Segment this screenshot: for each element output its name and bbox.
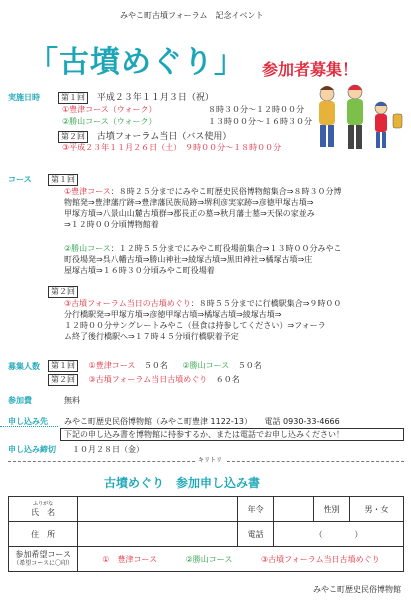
capacity-badge-1: 第１回 (48, 360, 78, 372)
deadline-value: １０月２８日（金） (72, 445, 144, 454)
session2-desc: 古墳フォーラム当日（バス使用） (96, 132, 232, 142)
address-field[interactable] (78, 522, 238, 547)
c2-text2: 町役場発⇒呉八幡古墳⇒勝山神社⇒綾塚古墳⇒黒田神社⇒橘塚古墳⇒庄 (64, 255, 313, 264)
c3-text1: ：８時５５分までに行橋駅集合⇒９時００ (190, 299, 342, 308)
capacity-c3-count: ６０名 (215, 375, 240, 384)
capacity-badge-2: 第２回 (48, 374, 78, 386)
c3-title: ③古墳フォーラム当日の古墳めぐり (64, 299, 191, 308)
address-label: 住 所 (9, 522, 78, 547)
option-tsuyu[interactable]: ① 豊津コース (102, 554, 158, 564)
course2-name: ②勝山コース（ウォーク） (62, 117, 157, 126)
age-field[interactable] (274, 497, 314, 522)
course1-time: ８時３０分～１２時００分 (208, 105, 304, 114)
apply-label: 申し込み先 (8, 417, 48, 426)
c3-text3: １２時００分サングレートみやこ（昼食は持参してください）⇒フォーラ (64, 321, 326, 330)
option-forum[interactable]: ③古墳フォーラム当日古墳めぐり (260, 554, 380, 564)
course-pref-hint: （希望コースに〇印） (13, 560, 73, 567)
course-badge-1: 第１回 (48, 174, 78, 186)
course-pref-label: 参加希望コース (15, 550, 71, 559)
gender-label: 性別 (314, 497, 350, 522)
c2-title: ②勝山コース (64, 244, 111, 253)
age-label: 年令 (238, 497, 274, 522)
phone-label: 電話 (238, 522, 274, 547)
fee-value: 無料 (64, 396, 80, 405)
session1-badge: 第１回 (58, 92, 88, 104)
form-title: 古墳めぐり 参加申し込み書 (104, 476, 261, 490)
c1-text4: ⇒１２時００分頃博物館着 (64, 220, 159, 229)
name-ruby: ふりがな (33, 500, 54, 507)
c1-text2: 物館発⇒豊津藩庁跡⇒豊津藩民族局跡⇒堺利彦実家跡⇒彦徳甲塚古墳⇒ (64, 198, 314, 207)
gender-options[interactable]: 男・女 (349, 497, 403, 522)
option-katsuyama[interactable]: ②勝山コース (185, 554, 233, 564)
c2-text1: ：１２時５５分までにみやこ町役場前集合⇒１３時００分みやこ (110, 244, 342, 253)
session1-date: 平成２３年１１月３日（祝） (96, 93, 214, 103)
capacity-c3: ③古墳フォーラム当日古墳めぐり (88, 375, 208, 384)
capacity-c1-count: ５０名 (143, 361, 168, 370)
application-form (8, 496, 404, 572)
capacity-c2: ②勝山コース (182, 361, 230, 370)
phone-field[interactable]: （ ） (274, 522, 404, 547)
c2-text3: 屋塚古墳⇒１６時３０分頃みやこ町役場着 (64, 266, 215, 275)
c1-text3: 甲塚方墳⇒八景山山麓古墳群⇒郡長正の墓⇒秋月藩士墓⇒天保の家並み (64, 209, 315, 218)
footer-org: みやこ町歴史民俗博物館 (313, 585, 401, 594)
apply-phone: 電話 0930-33-4666 (264, 417, 340, 426)
session2-badge: 第２回 (58, 131, 88, 143)
course2-time: １３時００分～１６時３０分 (208, 117, 312, 126)
deadline-label: 申し込み締切 (8, 445, 56, 454)
c3-text4: ム終了後行橋駅へ⇒１７時４５分頃行橋駅着予定 (64, 332, 239, 341)
c1-text1: ：８時２５分までにみやこ町歴史民俗博物館集合⇒８時３０分博 (110, 187, 342, 196)
name-field[interactable] (78, 497, 238, 522)
title-suffix: 参加者募集！ (262, 60, 359, 79)
name-label: 氏 名 (31, 507, 56, 517)
capacity-label: 募集人数 (8, 362, 40, 371)
schedule-label: 実施日時 (8, 93, 40, 102)
session2-line: ③平成２３年１１月２６日（土） ９時００分～１８時００分 (62, 143, 282, 152)
capacity-c1: ①豊津コース (88, 361, 136, 370)
fee-label: 参加費 (8, 396, 32, 405)
capacity-c2-count: ５０名 (237, 361, 262, 370)
page-title: 「古墳めぐり」 (28, 45, 245, 80)
c3-text2: 分行橋駅発⇒甲塚方墳⇒彦徳甲塚古墳⇒橘塚古墳⇒綾塚古墳⇒ (64, 310, 282, 319)
apply-value: みやこ町歴史民俗博物館（みやこ町豊津 1122-13） (64, 417, 252, 426)
cut-label: キリトリ (195, 455, 225, 464)
course-badge-2: 第２回 (48, 286, 78, 298)
event-subtitle: みやこ町古墳フォーラム 記念イベント (120, 11, 264, 20)
family-illustration (305, 80, 405, 158)
course1-name: ①豊津コース（ウォーク） (62, 105, 157, 114)
course-label: コース (8, 175, 32, 184)
apply-note: 下記の申し込み書を博物館に持参するか、または電話でお申し込みください！ (60, 428, 404, 441)
c1-title: ①豊津コース (64, 187, 111, 196)
